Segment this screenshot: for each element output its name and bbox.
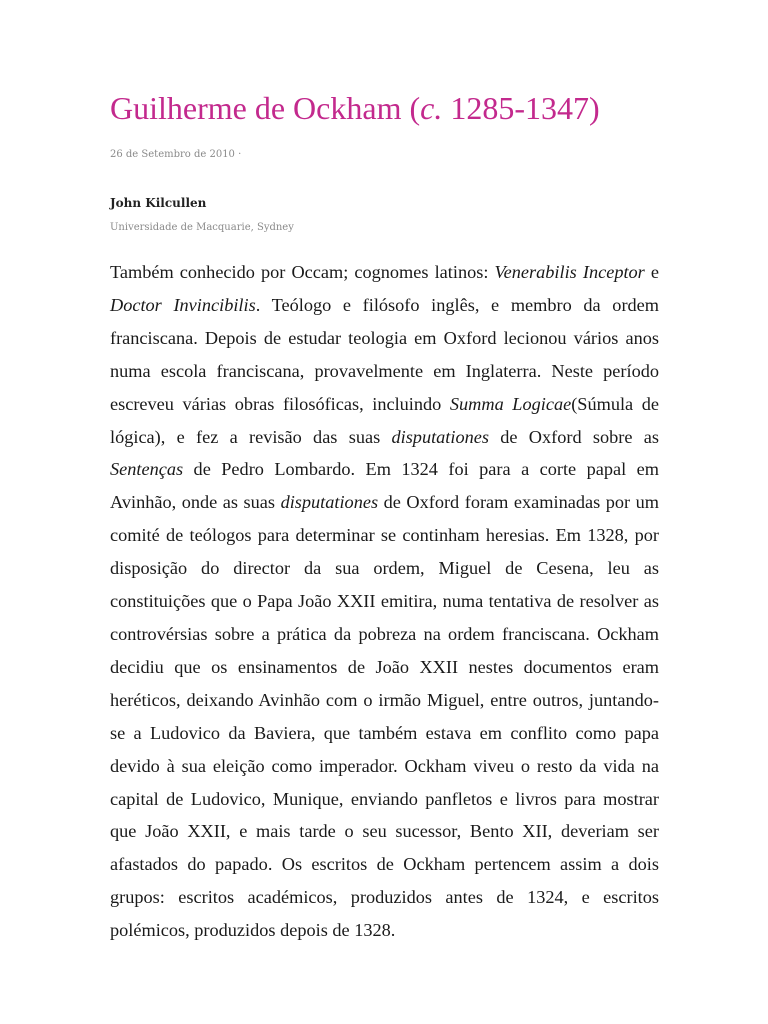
body-text: (Súmula de lógica), e fez a revisão das suas: [110, 393, 659, 447]
title-circa: c.: [420, 90, 443, 126]
body-italic: Doctor Invincibilis: [110, 294, 256, 315]
body-text: de Oxford foram examinadas por um comité de teólogos para determinar se continham heresias. Em 1328, por disposição do director da sua ordem, Miguel de Cesena, leu as constituições que o Papa João XXII emitira, numa tentativa de resolver as controvérsias sobre a prática da pobreza na ordem franciscana. Ockham decidiu que os ensinamentos de João XXII nestes documentos eram heréticos, deixando Avinhão com o irmão Miguel, entre outros, juntando-se a Ludovico da Baviera, que também estava em conflito como papa devido à sua eleição como imperador. Ockham viveu o resto da vida na capital de Ludovico, Munique, enviando panfletos e livros para mostrar que João XXII, e mais tarde o seu sucessor, Bento XII, deveriam ser afastados do papado. Os escritos de Ockham pertencem assim a dois grupos: escritos académicos, produzidos antes de 1324, e escritos polémicos, produzidos depois de 1328.: [110, 492, 660, 941]
body-text: de Oxford sobre as: [488, 426, 659, 447]
body-italic: disputationes: [391, 426, 489, 447]
article-body: [110, 256, 659, 947]
author-affiliation: Universidade de Macquarie, Sydney: [110, 222, 294, 233]
body-text: de Pedro Lombardo. Em 1324 foi para a corte papal em Avinhão, onde as suas: [110, 459, 659, 513]
body-italic: Venerabilis Inceptor: [494, 262, 645, 282]
body-italic: Sentenças: [110, 459, 184, 480]
title-text: Guilherme de Ockham (: [110, 90, 421, 126]
body-text: . Teólogo e filósofo inglês, e membro da ordem franciscana. Depois de estudar teologia em Oxford lecionou vários anos numa escola franciscana, provavelmente em Inglaterra. Neste período escreveu várias obras filosóficas, incluindo: [110, 294, 660, 414]
title-years: 1285-1347): [442, 90, 600, 126]
body-text: e: [644, 262, 659, 282]
publish-date: 26 de Setembro de 2010 ·: [110, 149, 242, 160]
body-italic: Summa Logicae: [449, 393, 572, 414]
body-italic: disputationes: [280, 492, 379, 513]
body-text: Também conhecido por Occam; cognomes latinos:: [110, 262, 495, 282]
author-name: John Kilcullen: [110, 196, 207, 210]
page-title: [110, 88, 710, 128]
